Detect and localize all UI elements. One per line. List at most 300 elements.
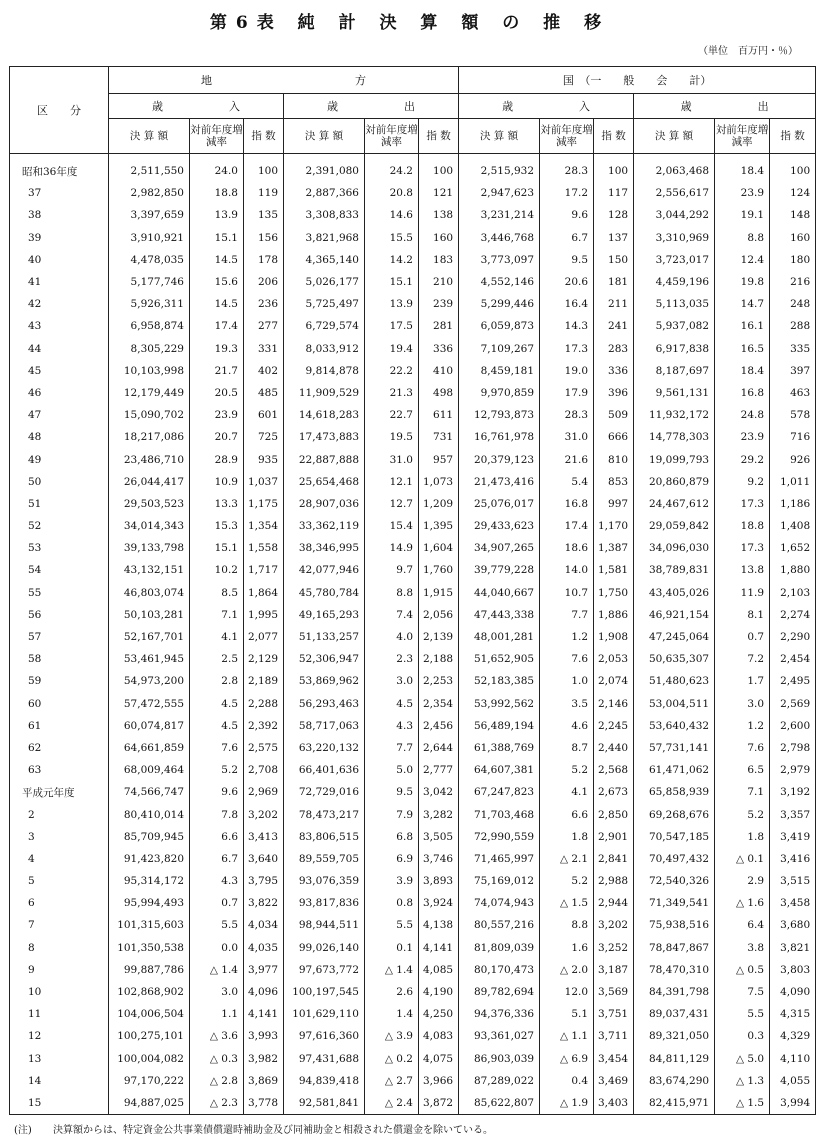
table-cell: 21,473,416	[459, 471, 540, 493]
table-cell: 2,969	[244, 781, 284, 803]
table-cell: 137	[594, 227, 634, 249]
table-cell: 1,915	[419, 582, 459, 604]
table-cell: 15.1	[365, 271, 419, 293]
table-cell: 853	[594, 471, 634, 493]
table-cell: 80,410,014	[109, 803, 190, 825]
table-cell: 0.3	[715, 1025, 770, 1047]
table-cell: 14.2	[365, 249, 419, 271]
table-cell: 2,245	[594, 715, 634, 737]
table-row	[10, 537, 816, 559]
table-cell: 69,268,676	[634, 803, 715, 825]
table-cell: 2,454	[770, 648, 816, 670]
row-label: 10	[10, 981, 109, 1003]
table-cell: 100	[244, 154, 284, 183]
table-cell: 3.8	[715, 937, 770, 959]
table-cell: △ 2.1	[540, 848, 594, 870]
table-cell: 5,937,082	[634, 315, 715, 337]
table-cell: 104,006,504	[109, 1003, 190, 1025]
table-cell: 25,076,017	[459, 493, 540, 515]
table-cell: 4,035	[244, 937, 284, 959]
row-label: 11	[10, 1003, 109, 1025]
table-cell: 0.1	[365, 937, 419, 959]
table-cell: 11.9	[715, 582, 770, 604]
table-row	[10, 154, 816, 183]
table-cell: 3,994	[770, 1092, 816, 1115]
header-kessangaku: 決 算 額	[459, 119, 540, 154]
table-cell: 3,413	[244, 826, 284, 848]
table-cell: 3,569	[594, 981, 634, 1003]
row-label: 15	[10, 1092, 109, 1115]
table-cell: 9.5	[540, 249, 594, 271]
table-cell: 2,440	[594, 737, 634, 759]
table-cell: 3,924	[419, 892, 459, 914]
table-cell: 24.0	[190, 154, 244, 183]
table-row	[10, 626, 816, 648]
table-cell: 810	[594, 448, 634, 470]
table-cell: 71,703,468	[459, 803, 540, 825]
table-cell: 28.3	[540, 404, 594, 426]
header-kessangaku: 決 算 額	[284, 119, 365, 154]
table-cell: 52,183,385	[459, 670, 540, 692]
table-cell: 70,497,432	[634, 848, 715, 870]
table-cell: 49,165,293	[284, 604, 365, 626]
table-cell: 17.4	[190, 315, 244, 337]
table-cell: 2.6	[365, 981, 419, 1003]
table-cell: 2,063,468	[634, 154, 715, 183]
row-label: 50	[10, 471, 109, 493]
table-row	[10, 227, 816, 249]
table-row	[10, 959, 816, 981]
table-cell: 1,175	[244, 493, 284, 515]
table-cell: 9.2	[715, 471, 770, 493]
table-cell: 1,604	[419, 537, 459, 559]
table-cell: 2,841	[594, 848, 634, 870]
table-cell: 2,495	[770, 670, 816, 692]
table-cell: 119	[244, 182, 284, 204]
table-cell: 20.7	[190, 426, 244, 448]
table-cell: 57,731,141	[634, 737, 715, 759]
table-cell: 3,795	[244, 870, 284, 892]
table-row	[10, 338, 816, 360]
table-cell: △ 2.4	[365, 1092, 419, 1115]
table-cell: 2.8	[190, 670, 244, 692]
row-label: 3	[10, 826, 109, 848]
table-cell: 160	[770, 227, 816, 249]
table-cell: 1,750	[594, 582, 634, 604]
table-cell: 4,083	[419, 1025, 459, 1047]
table-cell: 22,887,888	[284, 448, 365, 470]
table-cell: 1,908	[594, 626, 634, 648]
table-cell: 20.8	[365, 182, 419, 204]
row-label: 42	[10, 293, 109, 315]
table-cell: 78,473,217	[284, 803, 365, 825]
row-label: 2	[10, 803, 109, 825]
table-cell: 16.4	[540, 293, 594, 315]
table-cell: 10.9	[190, 471, 244, 493]
table-cell: 82,415,971	[634, 1092, 715, 1115]
table-cell: 5,113,035	[634, 293, 715, 315]
table-cell: 15,090,702	[109, 404, 190, 426]
table-cell: 2,944	[594, 892, 634, 914]
table-cell: 34,096,030	[634, 537, 715, 559]
table-cell: 160	[419, 227, 459, 249]
header-shisu: 指 数	[244, 119, 284, 154]
table-cell: △ 3.6	[190, 1025, 244, 1047]
table-cell: 7.6	[715, 737, 770, 759]
table-cell: 2,354	[419, 693, 459, 715]
table-cell: 2,511,550	[109, 154, 190, 183]
table-row	[10, 781, 816, 803]
table-cell: △ 1.3	[715, 1070, 770, 1092]
table-cell: 2,947,623	[459, 182, 540, 204]
table-cell: 2,103	[770, 582, 816, 604]
table-cell: 2,053	[594, 648, 634, 670]
table-cell: 396	[594, 382, 634, 404]
table-cell: 8,187,697	[634, 360, 715, 382]
table-cell: 97,616,360	[284, 1025, 365, 1047]
table-cell: 72,729,016	[284, 781, 365, 803]
table-cell: 1,011	[770, 471, 816, 493]
table-cell: 51,652,905	[459, 648, 540, 670]
table-cell: 2,887,366	[284, 182, 365, 204]
table-cell: 3,202	[594, 914, 634, 936]
table-cell: 95,314,172	[109, 870, 190, 892]
table-cell: 12.4	[715, 249, 770, 271]
table-cell: 102,868,902	[109, 981, 190, 1003]
table-cell: 11,932,172	[634, 404, 715, 426]
table-cell: 957	[419, 448, 459, 470]
table-cell: 100	[770, 154, 816, 183]
table-cell: 2,391,080	[284, 154, 365, 183]
table-cell: 3,893	[419, 870, 459, 892]
row-label: 57	[10, 626, 109, 648]
table-cell: 21.6	[540, 448, 594, 470]
table-cell: 1,395	[419, 515, 459, 537]
table-cell: 1.7	[715, 670, 770, 692]
table-cell: △ 1.6	[715, 892, 770, 914]
table-cell: 666	[594, 426, 634, 448]
table-cell: 6.7	[190, 848, 244, 870]
table-cell: 17.5	[365, 315, 419, 337]
table-cell: 75,169,012	[459, 870, 540, 892]
table-cell: 288	[770, 315, 816, 337]
table-cell: 716	[770, 426, 816, 448]
table-cell: 29,503,523	[109, 493, 190, 515]
table-cell: 29,433,623	[459, 515, 540, 537]
table-cell: 19,099,793	[634, 448, 715, 470]
table-cell: 28,907,036	[284, 493, 365, 515]
table-cell: 3.0	[715, 693, 770, 715]
table-cell: 1,073	[419, 471, 459, 493]
table-cell: 29.2	[715, 448, 770, 470]
table-cell: 1.2	[715, 715, 770, 737]
table-row	[10, 870, 816, 892]
table-row	[10, 892, 816, 914]
table-cell: 13.3	[190, 493, 244, 515]
table-cell: 89,321,050	[634, 1025, 715, 1047]
table-cell: 72,990,559	[459, 826, 540, 848]
table-cell: 19.1	[715, 204, 770, 226]
row-label: 9	[10, 959, 109, 981]
table-cell: 336	[419, 338, 459, 360]
table-cell: 7.6	[540, 648, 594, 670]
table-cell: 22.7	[365, 404, 419, 426]
table-cell: 4,055	[770, 1070, 816, 1092]
row-label: 54	[10, 559, 109, 581]
row-label: 48	[10, 426, 109, 448]
table-cell: 14.5	[190, 293, 244, 315]
table-cell: 1,652	[770, 537, 816, 559]
table-cell: 9,814,878	[284, 360, 365, 382]
table-cell: 98,944,511	[284, 914, 365, 936]
table-cell: 13.9	[365, 293, 419, 315]
table-cell: 6,059,873	[459, 315, 540, 337]
table-cell: 0.4	[540, 1070, 594, 1092]
table-cell: 5.4	[540, 471, 594, 493]
table-cell: 2,515,932	[459, 154, 540, 183]
table-cell: 71,465,997	[459, 848, 540, 870]
table-cell: 1,558	[244, 537, 284, 559]
table-cell: 1,880	[770, 559, 816, 581]
table-cell: 48,001,281	[459, 626, 540, 648]
table-cell: 4.5	[365, 693, 419, 715]
table-cell: 2,777	[419, 759, 459, 781]
table-cell: 3,515	[770, 870, 816, 892]
table-row	[10, 670, 816, 692]
table-cell: 8.8	[715, 227, 770, 249]
row-label: 38	[10, 204, 109, 226]
table-cell: 2,798	[770, 737, 816, 759]
table-cell: 5.2	[540, 870, 594, 892]
table-cell: 72,540,326	[634, 870, 715, 892]
table-cell: 9.7	[365, 559, 419, 581]
table-row	[10, 1070, 816, 1092]
table-cell: 1,995	[244, 604, 284, 626]
table-cell: 53,869,962	[284, 670, 365, 692]
table-cell: 410	[419, 360, 459, 382]
table-cell: 17.2	[540, 182, 594, 204]
table-cell: 15.1	[190, 227, 244, 249]
table-cell: 17,473,883	[284, 426, 365, 448]
table-cell: 1,170	[594, 515, 634, 537]
table-row	[10, 249, 816, 271]
table-cell: 281	[419, 315, 459, 337]
table-cell: 81,809,039	[459, 937, 540, 959]
table-cell: 52,167,701	[109, 626, 190, 648]
table-cell: 43,405,026	[634, 582, 715, 604]
table-cell: 83,806,515	[284, 826, 365, 848]
table-cell: 3,966	[419, 1070, 459, 1092]
table-cell: 277	[244, 315, 284, 337]
table-cell: 2,982,850	[109, 182, 190, 204]
table-cell: 14.9	[365, 537, 419, 559]
table-cell: 4,110	[770, 1048, 816, 1070]
table-cell: 38,346,995	[284, 537, 365, 559]
table-row	[10, 1048, 816, 1070]
table-cell: 148	[770, 204, 816, 226]
table-cell: 3,231,214	[459, 204, 540, 226]
table-cell: 8.8	[365, 582, 419, 604]
table-cell: 3,458	[770, 892, 816, 914]
table-cell: 17.3	[715, 493, 770, 515]
table-cell: 94,839,418	[284, 1070, 365, 1092]
table-cell: 3,821	[770, 937, 816, 959]
table-cell: 7.9	[365, 803, 419, 825]
table-cell: △ 1.5	[715, 1092, 770, 1115]
table-cell: 94,887,025	[109, 1092, 190, 1115]
table-cell: 45,780,784	[284, 582, 365, 604]
table-cell: 2,056	[419, 604, 459, 626]
table-cell: 3,723,017	[634, 249, 715, 271]
table-cell: 239	[419, 293, 459, 315]
settlement-table	[9, 66, 816, 1115]
table-cell: 8,033,912	[284, 338, 365, 360]
table-row	[10, 448, 816, 470]
table-row	[10, 360, 816, 382]
table-cell: 3,711	[594, 1025, 634, 1047]
table-cell: 4.1	[540, 781, 594, 803]
table-cell: 89,782,694	[459, 981, 540, 1003]
table-cell: 3,872	[419, 1092, 459, 1115]
table-cell: 1,717	[244, 559, 284, 581]
table-cell: 7.2	[715, 648, 770, 670]
row-label: 58	[10, 648, 109, 670]
table-cell: 28.3	[540, 154, 594, 183]
table-cell: 8,305,229	[109, 338, 190, 360]
table-cell: 4,141	[419, 937, 459, 959]
table-cell: 8.7	[540, 737, 594, 759]
table-cell: △ 3.9	[365, 1025, 419, 1047]
table-cell: 17.9	[540, 382, 594, 404]
table-cell: 101,350,538	[109, 937, 190, 959]
table-cell: 248	[770, 293, 816, 315]
table-cell: 2.5	[190, 648, 244, 670]
table-cell: 99,026,140	[284, 937, 365, 959]
table-cell: 4.6	[540, 715, 594, 737]
table-cell: 2,146	[594, 693, 634, 715]
table-cell: 12,179,449	[109, 382, 190, 404]
table-cell: 85,622,807	[459, 1092, 540, 1115]
table-cell: 100	[594, 154, 634, 183]
table-cell: 7.4	[365, 604, 419, 626]
table-cell: 80,170,473	[459, 959, 540, 981]
row-label: 45	[10, 360, 109, 382]
table-cell: 92,581,841	[284, 1092, 365, 1115]
table-cell: 601	[244, 404, 284, 426]
table-cell: 6.6	[190, 826, 244, 848]
table-cell: 117	[594, 182, 634, 204]
table-cell: 47,443,338	[459, 604, 540, 626]
table-cell: 2,074	[594, 670, 634, 692]
table-cell: 15.3	[190, 515, 244, 537]
table-cell: 7.6	[190, 737, 244, 759]
table-cell: 19.8	[715, 271, 770, 293]
table-cell: 100,004,082	[109, 1048, 190, 1070]
table-cell: 10,103,998	[109, 360, 190, 382]
table-cell: 8,459,181	[459, 360, 540, 382]
table-cell: 19.4	[365, 338, 419, 360]
header-shisu: 指 数	[594, 119, 634, 154]
table-cell: 5,177,746	[109, 271, 190, 293]
table-cell: 53,004,511	[634, 693, 715, 715]
table-cell: 8.5	[190, 582, 244, 604]
table-cell: 75,938,516	[634, 914, 715, 936]
table-cell: 7,109,267	[459, 338, 540, 360]
row-label: 55	[10, 582, 109, 604]
table-cell: 89,037,431	[634, 1003, 715, 1025]
table-cell: 97,673,772	[284, 959, 365, 981]
table-cell: 101,629,110	[284, 1003, 365, 1025]
table-cell: 2,077	[244, 626, 284, 648]
table-cell: 63,220,132	[284, 737, 365, 759]
table-row	[10, 559, 816, 581]
table-cell: 95,994,493	[109, 892, 190, 914]
table-cell: 402	[244, 360, 284, 382]
table-cell: 183	[419, 249, 459, 271]
table-cell: 211	[594, 293, 634, 315]
table-cell: 10.2	[190, 559, 244, 581]
table-cell: 15.6	[190, 271, 244, 293]
table-cell: 4,250	[419, 1003, 459, 1025]
table-cell: 26,044,417	[109, 471, 190, 493]
table-cell: 135	[244, 204, 284, 226]
table-cell: 18.4	[715, 360, 770, 382]
table-cell: 19.5	[365, 426, 419, 448]
table-cell: 7.7	[540, 604, 594, 626]
table-cell: 15.4	[365, 515, 419, 537]
table-cell: 578	[770, 404, 816, 426]
table-cell: 6.5	[715, 759, 770, 781]
table-cell: 2,988	[594, 870, 634, 892]
table-cell: 1.0	[540, 670, 594, 692]
table-cell: 3,403	[594, 1092, 634, 1115]
table-cell: 1,581	[594, 559, 634, 581]
table-cell: 20,860,879	[634, 471, 715, 493]
table-cell: 19.3	[190, 338, 244, 360]
table-cell: 53,461,945	[109, 648, 190, 670]
table-cell: 18.8	[715, 515, 770, 537]
table-cell: 3,910,921	[109, 227, 190, 249]
table-cell: 6.9	[365, 848, 419, 870]
table-cell: 4,552,146	[459, 271, 540, 293]
table-cell: 1,186	[770, 493, 816, 515]
table-cell: 3,357	[770, 803, 816, 825]
row-label: 7	[10, 914, 109, 936]
table-cell: 60,074,817	[109, 715, 190, 737]
table-cell: 3,446,768	[459, 227, 540, 249]
table-cell: 4.3	[190, 870, 244, 892]
table-cell: 21.7	[190, 360, 244, 382]
table-cell: 1,408	[770, 515, 816, 537]
table-cell: 2,274	[770, 604, 816, 626]
table-cell: 80,557,216	[459, 914, 540, 936]
table-cell: 67,247,823	[459, 781, 540, 803]
row-label: 61	[10, 715, 109, 737]
table-cell: 23.9	[715, 426, 770, 448]
table-cell: 7.8	[190, 803, 244, 825]
table-cell: 3,680	[770, 914, 816, 936]
table-cell: 15.1	[190, 537, 244, 559]
table-cell: 57,472,555	[109, 693, 190, 715]
table-cell: 6,958,874	[109, 315, 190, 337]
row-label: 47	[10, 404, 109, 426]
table-cell: 2,575	[244, 737, 284, 759]
table-cell: 2.3	[365, 648, 419, 670]
row-label: 49	[10, 448, 109, 470]
table-cell: 20.5	[190, 382, 244, 404]
table-cell: 78,847,867	[634, 937, 715, 959]
table-cell: 7.5	[715, 981, 770, 1003]
